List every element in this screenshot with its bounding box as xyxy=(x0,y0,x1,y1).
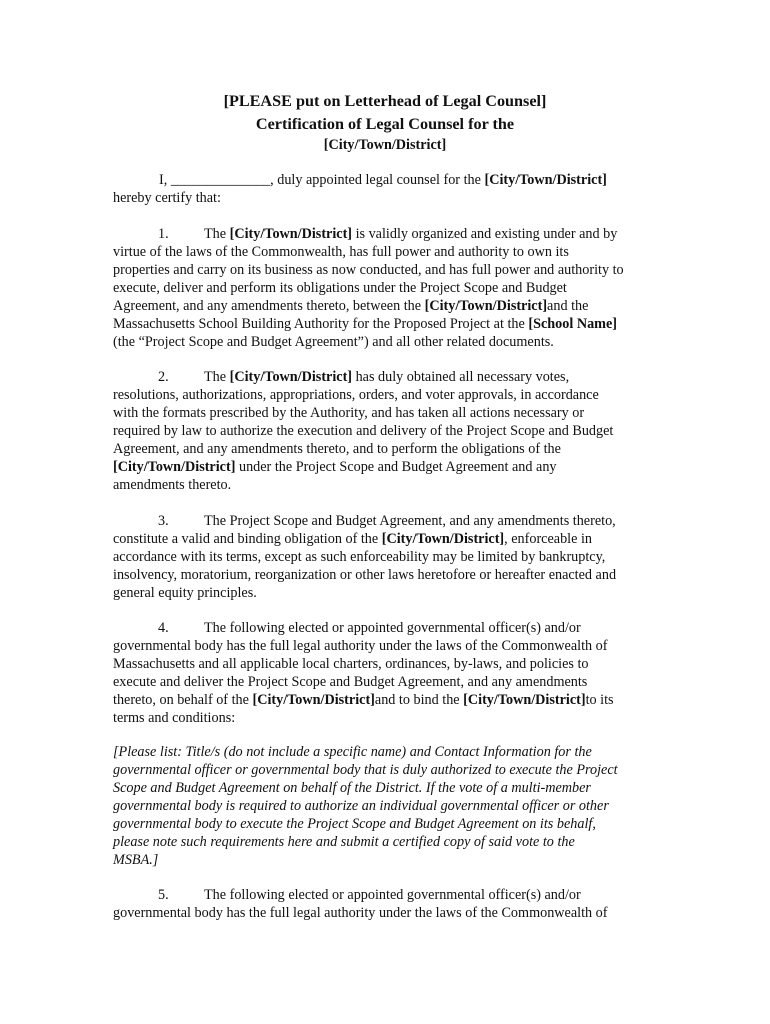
p2-number: 2. xyxy=(158,369,169,385)
p3-text: constitute a valid and binding obligation of the xyxy=(113,531,382,547)
note-line-6: please note such requirements here and submit a certified copy of said vote to the xyxy=(113,834,575,850)
p3-line-4: insolvency, moratorium, reorganization or other laws heretofore or hereafter enacted and xyxy=(113,567,617,583)
p2-placeholder: [City/Town/District] xyxy=(113,459,236,475)
document-subtitle: [City/Town/District] xyxy=(323,137,447,153)
p4-line-5 xyxy=(113,692,614,710)
note-line-5: governmental body to execute the Project Scope and Budget Agreement on its behalf, xyxy=(113,816,596,832)
p4-line-4: execute and deliver the Project Scope and Budget Agreement, and any amendments xyxy=(113,674,588,690)
p5-number: 5. xyxy=(158,887,169,903)
note-line-4: governmental body is required to authorize an individual governmental officer or other xyxy=(113,798,609,814)
p4-placeholder: [City/Town/District] xyxy=(252,692,375,708)
p1-text: is validly organized and existing under and by xyxy=(352,226,618,242)
note-line-1: [Please list: Title/s (do not include a specific name) and Contact Information for the xyxy=(113,744,592,760)
p1-line-4: execute, deliver and perform its obligations under the Project Scope and Budget xyxy=(113,280,567,296)
note-line-7: MSBA.] xyxy=(113,852,159,868)
p4-line-3: Massachusetts and all applicable local charters, ordinances, by-laws, and policies to xyxy=(113,656,589,672)
intro-line-2: hereby certify that: xyxy=(113,190,221,206)
document-title: Certification of Legal Counsel for the xyxy=(255,115,515,133)
p4-text: thereto, on behalf of the xyxy=(113,692,253,708)
p1-text: The xyxy=(204,226,230,242)
p3-text: The Project Scope and Budget Agreement, and any amendments thereto, xyxy=(204,513,616,529)
p3-line-3: accordance with its terms, except as such enforceability may be limited by bankruptcy, xyxy=(113,549,606,565)
p3-line-1 xyxy=(113,513,616,531)
p1-line-3: properties and carry on its business as now conducted, and has full power and authority to xyxy=(113,262,624,278)
document-heading-line1: [PLEASE put on Letterhead of Legal Counsel] xyxy=(223,92,547,110)
p2-text: has duly obtained all necessary votes, xyxy=(352,369,570,385)
p4-placeholder: [City/Town/District] xyxy=(463,692,586,708)
p2-line-1 xyxy=(113,369,569,387)
p2-line-5: Agreement, and any amendments thereto, and to perform the obligations of the xyxy=(113,441,561,457)
school-name-placeholder: [School Name] xyxy=(528,316,618,332)
p1-placeholder: [City/Town/District] xyxy=(229,226,353,242)
intro-text: I, ______________, duly appointed legal counsel for the xyxy=(159,172,485,188)
p3-text: , enforceable in xyxy=(504,531,592,547)
intro-line-1 xyxy=(113,172,607,190)
p2-line-2: resolutions, authorizations, appropriations, orders, and voter approvals, in accordance xyxy=(113,387,599,403)
p3-number: 3. xyxy=(158,513,169,529)
p5-line-2: governmental body has the full legal authority under the laws of the Commonwealth of xyxy=(113,905,608,921)
p2-text: under the Project Scope and Budget Agreement and any xyxy=(235,459,557,475)
p5-line-1 xyxy=(113,887,581,905)
p5-text: The following elected or appointed governmental officer(s) and/or xyxy=(204,887,581,903)
p4-text: The following elected or appointed governmental officer(s) and/or xyxy=(204,620,581,636)
note-line-2: governmental officer or governmental body that is duly authorized to execute the Project xyxy=(113,762,618,778)
p2-text: The xyxy=(204,369,230,385)
p3-line-5: general equity principles. xyxy=(113,585,257,601)
p2-line-7: amendments thereto. xyxy=(113,477,232,493)
intro-placeholder: [City/Town/District] xyxy=(484,172,607,188)
note-line-3: Scope and Budget Agreement on behalf of the District. If the vote of a multi-member xyxy=(113,780,591,796)
p2-line-3: with the formats prescribed by the Authority, and has taken all actions necessary or xyxy=(113,405,585,421)
p1-placeholder: [City/Town/District] xyxy=(424,298,548,314)
p1-text: and the xyxy=(547,298,589,314)
p1-text: Massachusetts School Building Authority for the Proposed Project at the xyxy=(113,316,529,332)
p4-line-2: governmental body has the full legal authority under the laws of the Commonwealth of xyxy=(113,638,608,654)
p2-placeholder: [City/Town/District] xyxy=(229,369,353,385)
p1-line-5 xyxy=(113,298,588,316)
p3-line-2 xyxy=(113,531,592,549)
p1-line-7: (the “Project Scope and Budget Agreement”) and all other related documents. xyxy=(113,334,554,350)
p1-text: Agreement, and any amendments thereto, between the xyxy=(113,298,425,314)
p1-number: 1. xyxy=(158,226,169,242)
p1-line-6 xyxy=(113,316,617,334)
p1-line-1 xyxy=(113,226,617,244)
p3-placeholder: [City/Town/District] xyxy=(381,531,505,547)
p4-number: 4. xyxy=(158,620,169,636)
p4-line-6: terms and conditions: xyxy=(113,710,236,726)
p4-line-1 xyxy=(113,620,581,638)
p2-line-6 xyxy=(113,459,557,477)
p4-text: and to bind the xyxy=(374,692,464,708)
p4-text: to its xyxy=(585,692,614,708)
p1-line-2: virtue of the laws of the Commonwealth, has full power and authority to own its xyxy=(113,244,569,260)
p2-line-4: required by law to authorize the execution and delivery of the Project Scope and Budget xyxy=(113,423,614,439)
